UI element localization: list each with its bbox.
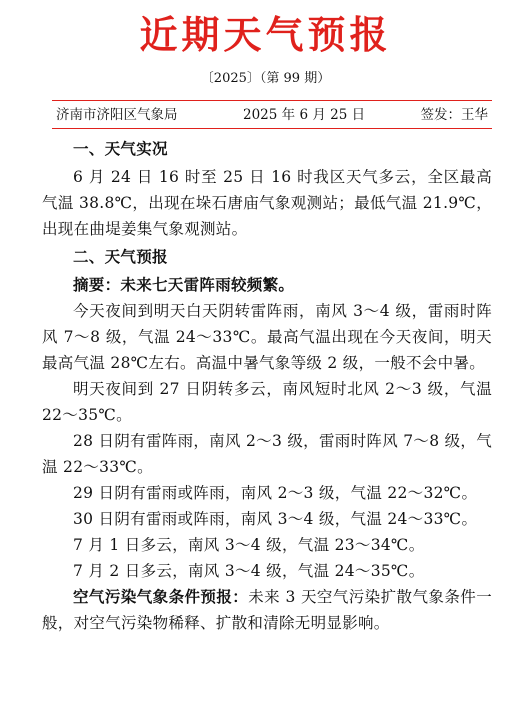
air-quality-text: 未来 3 天空气污染扩散气象条件一般，对空气污染物稀释、扩散和清除无明显影响。 <box>42 588 492 632</box>
forecast-paragraph: 今天夜间到明天白天阴转雷阵雨，南风 3～4 级，雷雨时阵风 7～8 级，气温 24～33℃。最高气温出现在今天夜间，明天最高气温 28℃左右。高温中暑气象等级 2 级，一般不会中暑。 <box>42 302 492 372</box>
forecast-summary: 摘要：未来七天雷阵雨较频繁。 <box>73 276 295 294</box>
section-heading-forecast: 二、天气预报 <box>73 248 168 266</box>
observation-paragraph: 6 月 24 日 16 时至 25 日 16 时我区天气多云，全区最高气温 38.8℃，出现在垛石唐庙气象观测站；最低气温 21.9℃，出现在曲堤姜集气象观测站。 <box>42 168 492 238</box>
forecast-paragraph: 7 月 1 日多云，南风 3～4 级，气温 23～34℃。 <box>73 536 425 554</box>
air-quality-label: 空气污染气象条件预报： <box>73 588 249 606</box>
issue-number: 〔2025〕（第 99 期） <box>200 71 331 86</box>
masthead-title: 近期天气预报 <box>139 13 392 57</box>
issuing-unit: 济南市济阳区气象局 <box>56 107 178 123</box>
bottom-divider <box>52 128 492 129</box>
forecast-paragraph: 30 日阴有雷雨或阵雨，南风 3～4 级，气温 24～33℃。 <box>73 510 478 528</box>
section-heading-observation: 一、天气实况 <box>73 140 168 158</box>
forecast-paragraph: 明天夜间到 27 日阴转多云，南风短时北风 2～3 级，气温 22～35℃。 <box>42 380 492 424</box>
forecast-paragraph: 7 月 2 日多云，南风 3～4 级，气温 24～35℃。 <box>73 562 425 580</box>
forecast-paragraph: 29 日阴有雷雨或阵雨，南风 2～3 级，气温 22～32℃。 <box>73 484 478 502</box>
air-quality-paragraph <box>42 584 492 636</box>
top-divider <box>52 100 492 101</box>
forecast-paragraph: 28 日阴有雷阵雨，南风 2～3 级，雷雨时阵风 7～8 级，气温 22～33℃。 <box>42 432 492 476</box>
meta-row <box>56 106 488 124</box>
signer: 签发：王华 <box>420 107 488 123</box>
document-body <box>42 134 492 636</box>
issue-date: 2025 年 6 月 25 日 <box>243 107 366 123</box>
